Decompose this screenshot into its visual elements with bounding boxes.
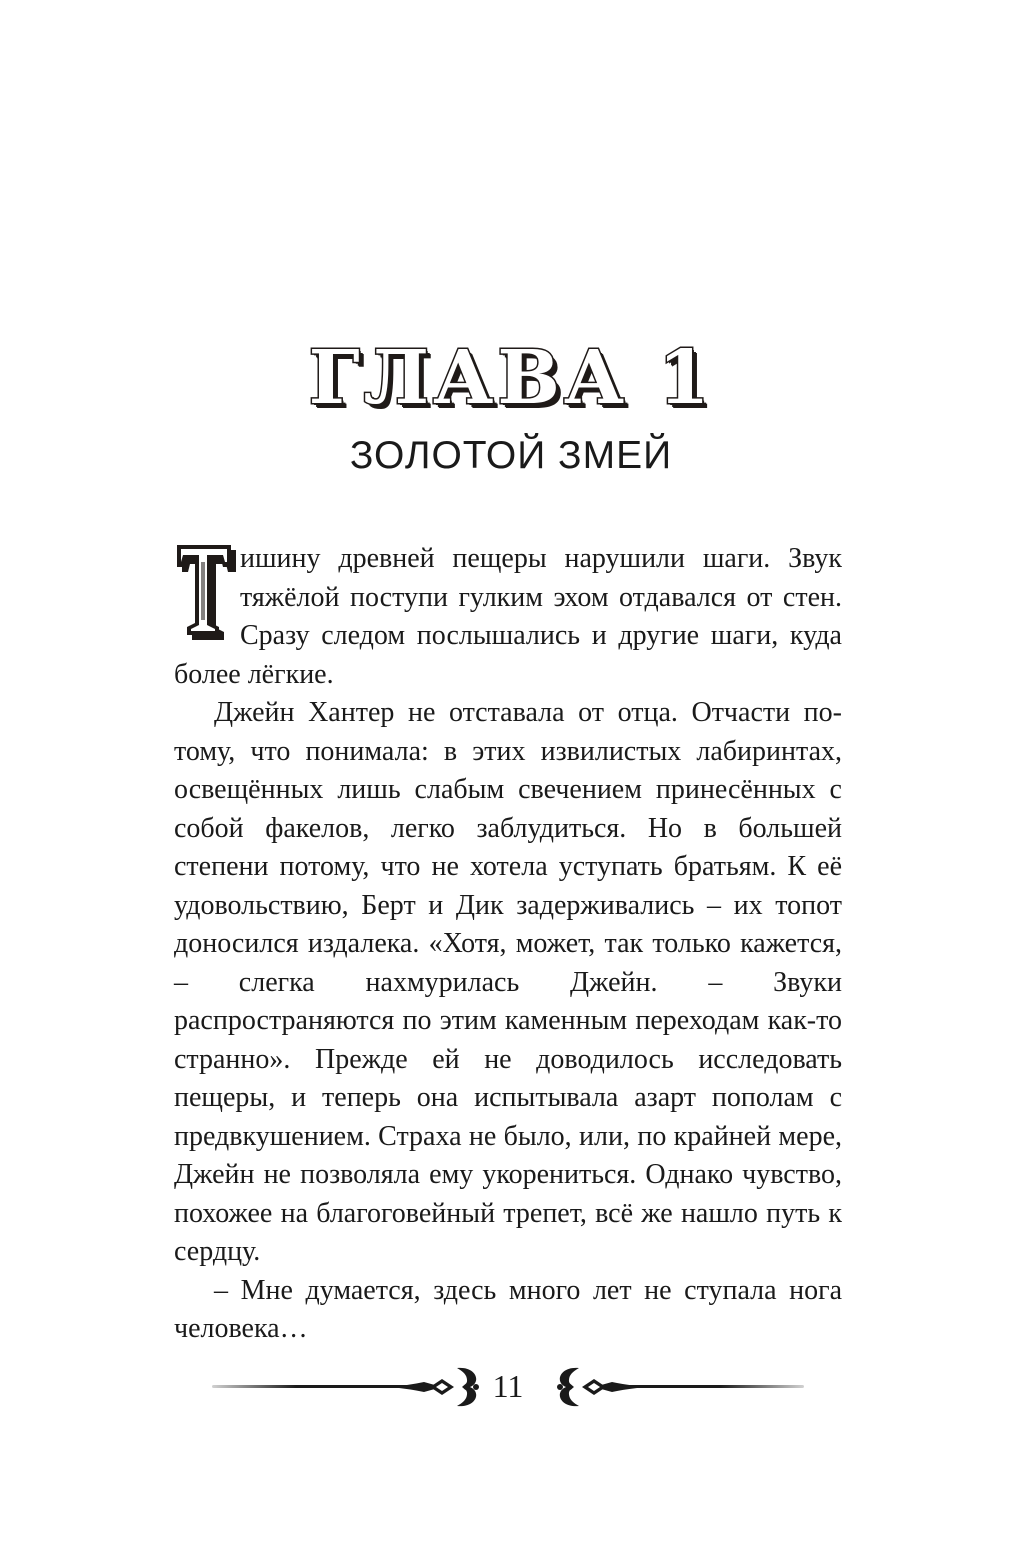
ornament-right-icon <box>536 1360 646 1412</box>
body-text <box>174 540 842 1349</box>
page-number: 11 <box>492 1368 524 1404</box>
drop-cap-glyph <box>174 542 238 642</box>
paragraph-1 <box>174 540 842 694</box>
chapter-heading <box>0 335 1022 421</box>
chapter-heading-text: ГЛАВА 1 <box>308 335 714 421</box>
paragraph-3: – Мне думается, здесь много лет не ступала нога человека… <box>174 1274 842 1344</box>
drop-cap <box>174 542 238 642</box>
paragraph-1-text: ишину древней пещеры нарушили шаги. Звук тяжёлой поступи гулким эхом отдавался от стен. Сразу следом послышались и другие шаги, куда более лёгкие. <box>174 543 842 690</box>
chapter-title: ЗОЛОТОЙ ЗМЕЙ <box>349 434 673 477</box>
page-footer <box>212 1356 804 1416</box>
paragraph-2: Джейн Хантер не отставала от отца. Отчасти потому, что понимала: в этих извилистых лабиринтах, освещённых лишь слабым свечением принесённых с собой факелов, легко заблудиться. Но в большей степени потому, что не хотела уступать братьям. К её удовольствию, Берт и Дик задерживались – их топот доносился издалека. «Хотя, может, так только кажется, – слегка нахмурилась Джейн. – Звуки распространяются по этим каменным переходам как-то странно». Прежде ей не доводилось исследовать пещеры, и теперь она испытывала азарт пополам с предвкушением. Страха не было, или, по крайней мере, Джейн не позволяла ему укорениться. Однако чувство, похожее на благоговейный трепет, всё же нашло путь к сердцу. <box>174 697 842 1267</box>
